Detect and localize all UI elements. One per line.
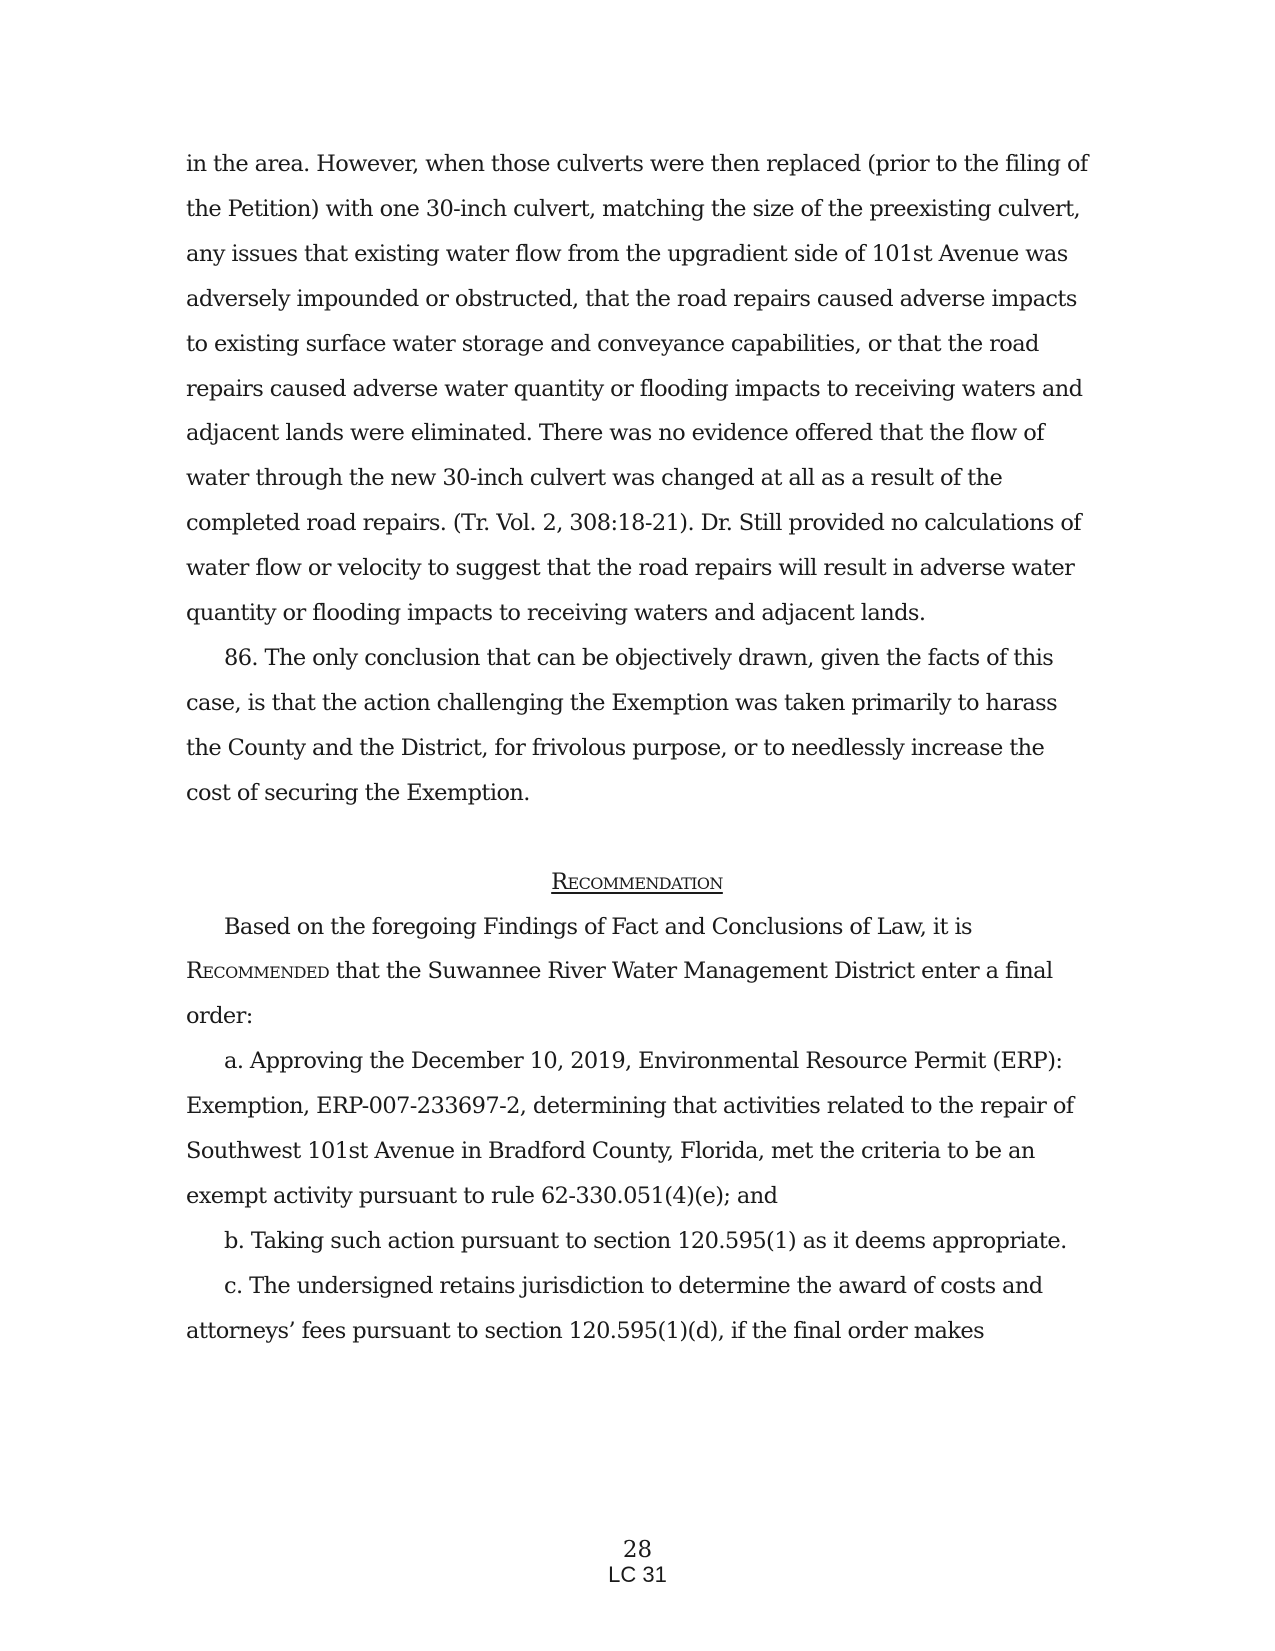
recommendation-item-a: a. Approving the December 10, 2019, Environmental Resource Permit (ERP): Exemption, ERP-007-233697-2, determining that activities related to the repair of Southwest 101st Avenue in Bradford County, Florida, met the criteria to be an exempt activity pursuant to rule 62-330.051(4)(e); and [186, 1048, 1074, 1209]
recommendation-intro-end: that the Suwannee River Water Management District enter a final order: [186, 958, 1053, 1030]
recommendation-intro-start: Based on the foregoing Findings of Fact and Conclusions of Law, it is [224, 913, 972, 940]
recommendation-intro [186, 905, 1088, 1040]
recommendation-item-c: c. The undersigned retains jurisdiction to determine the award of costs and attorneys’ fees pursuant to section 120.595(1)(d), if the final order makes [186, 1272, 1043, 1344]
paragraph-86: 86. The only conclusion that can be objectively drawn, given the facts of this case, is that the action challenging the Exemption was taken primarily to harass the County and the District, for frivolous purpose, or to needlessly increase the cost of securing the Exemption. [186, 644, 1058, 806]
section-heading-recommendation: Recommendation [551, 868, 723, 895]
page-number: 28 [622, 1537, 653, 1563]
document-body [186, 142, 1088, 1354]
paragraph-continued: in the area. However, when those culverts were then replaced (prior to the filing of the Petition) with one 30-inch culvert, matching the size of the preexisting culvert, any issues that existing water flow from the upgradient side of 101st Avenue was adversely impounded or obstructed, that the road repairs caused adverse impacts to existing surface water storage and conveyance capabilities, or that the road repairs caused adverse water quantity or flooding impacts to receiving waters and adjacent lands were eliminated. There was no evidence offered that the flow of water through the new 30-inch culvert was changed at all as a result of the completed road repairs. (Tr. Vol. 2, 308:18-21). Dr. Still provided no calculations of water flow or velocity to suggest that the road repairs will result in adverse water quantity or flooding impacts to receiving waters and adjacent lands. [186, 151, 1088, 627]
recommendation-item-b: b. Taking such action pursuant to section 120.595(1) as it deems appropriate. [224, 1227, 1067, 1254]
document-label: LC 31 [608, 1562, 667, 1587]
recommended-word: Recommended [186, 958, 330, 985]
